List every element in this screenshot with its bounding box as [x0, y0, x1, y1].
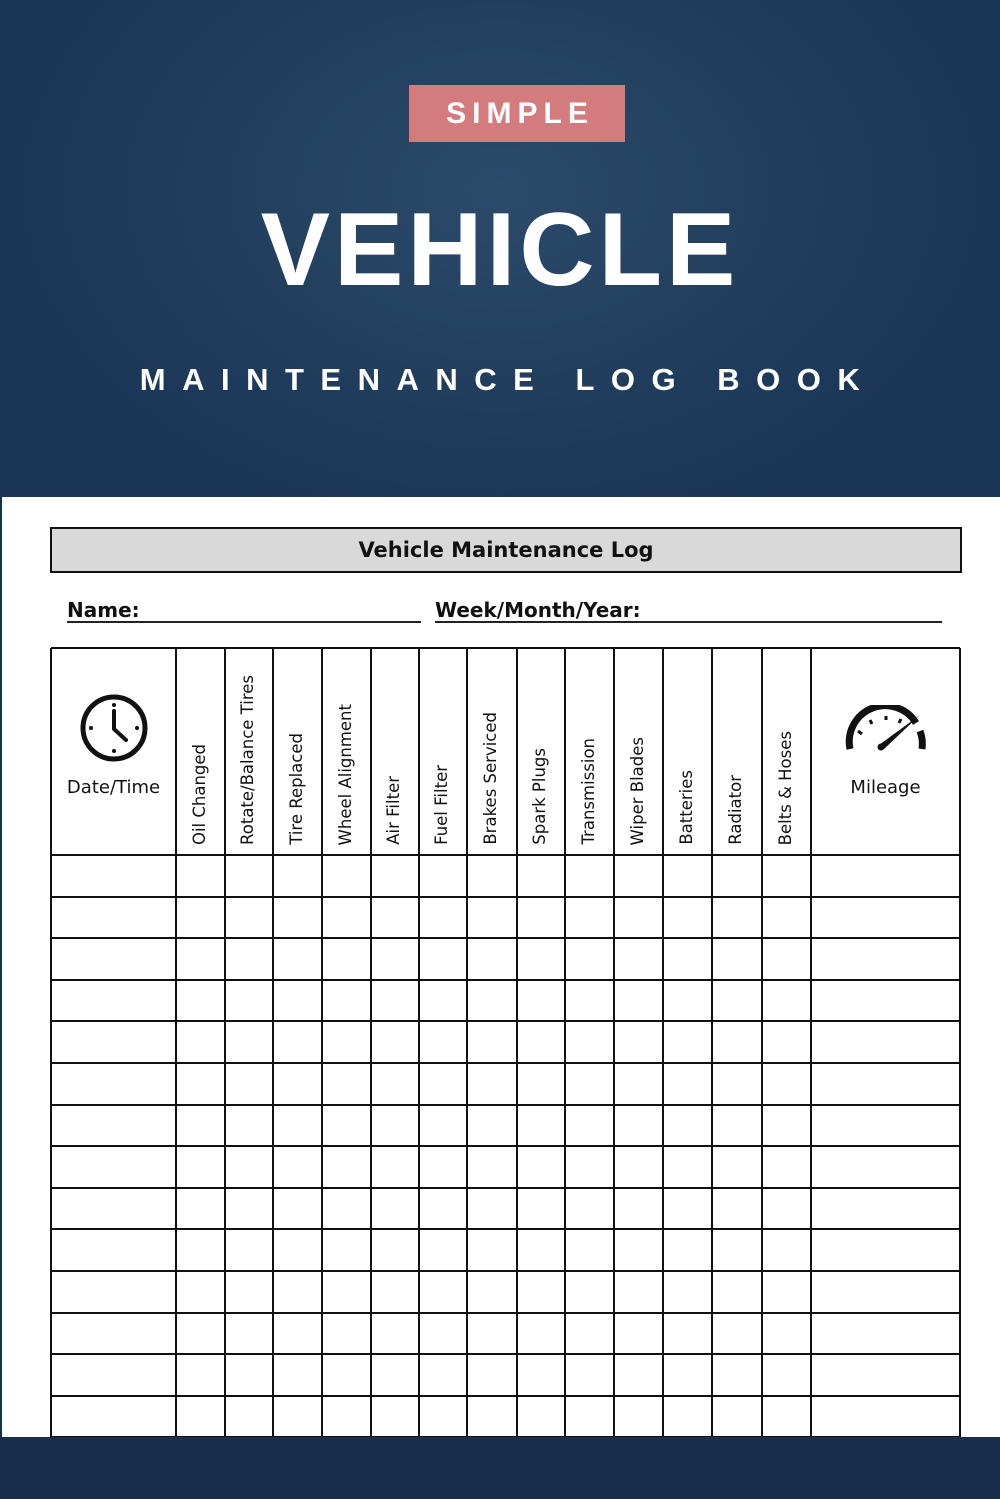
column-header-label: Batteries [676, 770, 696, 845]
log-entry-cell[interactable] [467, 1105, 517, 1147]
log-entry-cell[interactable] [663, 855, 712, 897]
log-entry-cell[interactable] [176, 980, 225, 1022]
log-entry-cell[interactable] [565, 1396, 614, 1438]
log-entry-cell[interactable] [762, 1146, 811, 1188]
log-entry-cell[interactable] [517, 1146, 565, 1188]
log-entry-cell[interactable] [371, 1021, 419, 1063]
log-entry-cell[interactable] [565, 1271, 614, 1313]
log-entry-cell[interactable] [273, 1354, 322, 1396]
log-entry-cell[interactable] [419, 1146, 467, 1188]
log-entry-cell[interactable] [762, 1354, 811, 1396]
log-entry-cell[interactable] [322, 897, 371, 939]
log-entry-cell[interactable] [614, 855, 663, 897]
log-entry-cell[interactable] [762, 1271, 811, 1313]
log-entry-cell[interactable] [517, 1271, 565, 1313]
log-entry-cell[interactable] [176, 1105, 225, 1147]
column-header-fuel-filter [419, 648, 467, 855]
log-entry-cell[interactable] [811, 1313, 960, 1355]
log-entry-cell[interactable] [419, 1105, 467, 1147]
log-entry-cell[interactable] [419, 938, 467, 980]
log-entry-cell[interactable] [371, 1229, 419, 1271]
log-entry-cell[interactable] [517, 1105, 565, 1147]
column-header-brakes-serviced [467, 648, 517, 855]
log-entry-cell[interactable] [811, 1271, 960, 1313]
log-entry-cell[interactable] [467, 1188, 517, 1230]
log-entry-cell[interactable] [517, 1063, 565, 1105]
log-entry-cell[interactable] [322, 1021, 371, 1063]
log-entry-cell[interactable] [565, 1229, 614, 1271]
log-entry-cell[interactable] [712, 1396, 762, 1438]
log-entry-cell[interactable] [811, 855, 960, 897]
log-entry-cell[interactable] [371, 938, 419, 980]
column-header-label: Air Filter [384, 776, 403, 845]
log-entry-cell[interactable] [225, 1146, 273, 1188]
clock-icon [51, 693, 176, 768]
log-entry-cell[interactable] [712, 855, 762, 897]
log-entry-cell[interactable] [322, 1271, 371, 1313]
log-entry-cell[interactable] [322, 1354, 371, 1396]
log-entry-cell[interactable] [467, 1146, 517, 1188]
log-entry-cell[interactable] [614, 1354, 663, 1396]
log-entry-cell[interactable] [225, 1313, 273, 1355]
log-entry-cell[interactable] [663, 1271, 712, 1313]
speedometer-icon [811, 705, 960, 756]
cover-subtitle: MAINTENANCE LOG BOOK [139, 362, 877, 397]
log-entry-cell[interactable] [663, 1354, 712, 1396]
column-header-mileage [811, 648, 960, 855]
log-entry-cell[interactable] [225, 1229, 273, 1271]
log-entry-cell[interactable] [712, 1229, 762, 1271]
log-entry-cell[interactable] [467, 980, 517, 1022]
column-header-spark-plugs [517, 648, 565, 855]
log-entry-cell[interactable] [322, 855, 371, 897]
column-header-radiator [712, 648, 762, 855]
log-entry-cell[interactable] [614, 1313, 663, 1355]
grid-row-divider [51, 647, 960, 649]
log-entry-cell[interactable] [712, 938, 762, 980]
log-entry-cell[interactable] [614, 938, 663, 980]
log-entry-cell[interactable] [467, 1313, 517, 1355]
log-entry-cell[interactable] [51, 938, 176, 980]
log-title: Vehicle Maintenance Log [50, 527, 962, 573]
column-header-belts-hoses [762, 648, 811, 855]
period-label: Week/Month/Year: [435, 598, 641, 622]
log-entry-cell[interactable] [467, 1021, 517, 1063]
log-entry-cell[interactable] [517, 1021, 565, 1063]
log-entry-cell[interactable] [225, 855, 273, 897]
log-entry-cell[interactable] [614, 897, 663, 939]
log-entry-cell[interactable] [517, 1396, 565, 1438]
log-entry-cell[interactable] [225, 1063, 273, 1105]
log-entry-cell[interactable] [712, 1063, 762, 1105]
log-entry-cell[interactable] [51, 1105, 176, 1147]
log-entry-cell[interactable] [322, 980, 371, 1022]
log-entry-cell[interactable] [273, 1146, 322, 1188]
log-entry-cell[interactable] [614, 1146, 663, 1188]
log-entry-cell[interactable] [273, 1229, 322, 1271]
column-header-rotate-balance-tires [225, 648, 273, 855]
log-entry-cell[interactable] [565, 1313, 614, 1355]
log-entry-cell[interactable] [762, 1313, 811, 1355]
log-entry-cell[interactable] [322, 1105, 371, 1147]
log-entry-cell[interactable] [712, 897, 762, 939]
maintenance-table [51, 648, 960, 1437]
log-entry-cell[interactable] [517, 1229, 565, 1271]
log-entry-cell[interactable] [467, 1271, 517, 1313]
log-entry-cell[interactable] [663, 938, 712, 980]
log-entry-cell[interactable] [176, 1021, 225, 1063]
log-entry-cell[interactable] [712, 1021, 762, 1063]
log-entry-cell[interactable] [176, 1063, 225, 1105]
log-entry-cell[interactable] [762, 980, 811, 1022]
log-entry-cell[interactable] [371, 1188, 419, 1230]
log-entry-cell[interactable] [762, 1229, 811, 1271]
log-entry-cell[interactable] [51, 1021, 176, 1063]
log-entry-cell[interactable] [371, 1146, 419, 1188]
log-entry-cell[interactable] [467, 938, 517, 980]
log-entry-cell[interactable] [176, 1271, 225, 1313]
log-entry-cell[interactable] [371, 1271, 419, 1313]
log-entry-cell[interactable] [322, 1063, 371, 1105]
log-entry-cell[interactable] [225, 1396, 273, 1438]
log-entry-cell[interactable] [176, 1188, 225, 1230]
log-entry-cell[interactable] [663, 1396, 712, 1438]
log-entry-cell[interactable] [565, 1188, 614, 1230]
log-entry-cell[interactable] [371, 1354, 419, 1396]
log-entry-cell[interactable] [467, 1229, 517, 1271]
log-entry-cell[interactable] [762, 1188, 811, 1230]
log-entry-cell[interactable] [614, 1229, 663, 1271]
log-entry-cell[interactable] [225, 1354, 273, 1396]
log-entry-cell[interactable] [51, 1396, 176, 1438]
log-entry-cell[interactable] [273, 1063, 322, 1105]
log-entry-cell[interactable] [663, 980, 712, 1022]
column-header-label: Fuel Filter [432, 765, 451, 845]
log-entry-cell[interactable] [762, 1063, 811, 1105]
log-entry-cell[interactable] [762, 1021, 811, 1063]
log-entry-cell[interactable] [565, 1105, 614, 1147]
column-header-date-time [51, 648, 176, 855]
log-entry-cell[interactable] [712, 1188, 762, 1230]
log-entry-cell[interactable] [565, 1063, 614, 1105]
log-entry-cell[interactable] [762, 855, 811, 897]
log-entry-cell[interactable] [517, 855, 565, 897]
column-header-wheel-alignment [322, 648, 371, 855]
log-entry-cell[interactable] [565, 1021, 614, 1063]
column-header-tire-replaced [273, 648, 322, 855]
log-entry-cell[interactable] [51, 897, 176, 939]
log-entry-cell[interactable] [273, 1313, 322, 1355]
log-entry-cell[interactable] [322, 1313, 371, 1355]
log-entry-cell[interactable] [663, 897, 712, 939]
log-entry-cell[interactable] [712, 980, 762, 1022]
log-entry-cell[interactable] [225, 980, 273, 1022]
log-entry-cell[interactable] [225, 1188, 273, 1230]
log-entry-cell[interactable] [51, 855, 176, 897]
log-entry-cell[interactable] [273, 1396, 322, 1438]
log-entry-cell[interactable] [565, 980, 614, 1022]
log-entry-cell[interactable] [811, 1063, 960, 1105]
column-header-label: Rotate/Balance Tires [238, 675, 257, 845]
log-entry-cell[interactable] [51, 1229, 176, 1271]
log-entry-cell[interactable] [811, 1354, 960, 1396]
log-entry-cell[interactable] [51, 1354, 176, 1396]
log-entry-cell[interactable] [712, 1105, 762, 1147]
log-entry-cell[interactable] [51, 1271, 176, 1313]
column-header-label: Radiator [726, 775, 745, 845]
log-entry-cell[interactable] [467, 855, 517, 897]
log-entry-cell[interactable] [225, 1105, 273, 1147]
simple-badge: SIMPLE [409, 85, 625, 142]
name-label: Name: [67, 598, 140, 622]
log-entry-cell[interactable] [663, 1229, 712, 1271]
log-entry-cell[interactable] [371, 1313, 419, 1355]
log-entry-cell[interactable] [811, 938, 960, 980]
column-header-label: Oil Changed [189, 743, 209, 845]
log-entry-cell[interactable] [176, 1396, 225, 1438]
log-entry-cell[interactable] [517, 1313, 565, 1355]
log-entry-cell[interactable] [273, 980, 322, 1022]
log-entry-cell[interactable] [51, 1313, 176, 1355]
log-entry-cell[interactable] [467, 1354, 517, 1396]
log-entry-cell[interactable] [225, 938, 273, 980]
log-entry-cell[interactable] [811, 980, 960, 1022]
log-entry-cell[interactable] [225, 1021, 273, 1063]
log-entry-cell[interactable] [371, 1396, 419, 1438]
log-entry-cell[interactable] [614, 1396, 663, 1438]
log-entry-cell[interactable] [273, 938, 322, 980]
column-header-label: Spark Plugs [530, 748, 549, 845]
log-entry-cell[interactable] [811, 1188, 960, 1230]
log-entry-cell[interactable] [565, 1354, 614, 1396]
column-header-oil-changed [176, 648, 225, 855]
log-entry-cell[interactable] [565, 938, 614, 980]
log-entry-cell[interactable] [273, 897, 322, 939]
cover-header [0, 0, 1000, 497]
column-header-label: Transmission [578, 738, 598, 845]
log-entry-cell[interactable] [467, 1396, 517, 1438]
cover-footer-band [0, 1437, 1000, 1499]
log-entry-cell[interactable] [663, 1188, 712, 1230]
log-entry-cell[interactable] [176, 897, 225, 939]
log-entry-cell[interactable] [565, 855, 614, 897]
log-entry-cell[interactable] [371, 1063, 419, 1105]
column-header-air-filter [371, 648, 419, 855]
log-entry-cell[interactable] [322, 1229, 371, 1271]
column-header-label: Wiper Blades [627, 736, 647, 845]
log-entry-cell[interactable] [176, 1313, 225, 1355]
log-entry-cell[interactable] [517, 897, 565, 939]
log-entry-cell[interactable] [419, 1021, 467, 1063]
log-entry-cell[interactable] [762, 1105, 811, 1147]
log-entry-cell[interactable] [273, 1271, 322, 1313]
log-entry-cell[interactable] [517, 1188, 565, 1230]
log-entry-cell[interactable] [176, 1229, 225, 1271]
log-entry-cell[interactable] [322, 1188, 371, 1230]
log-entry-cell[interactable] [419, 980, 467, 1022]
log-entry-cell[interactable] [176, 938, 225, 980]
log-entry-cell[interactable] [663, 1105, 712, 1147]
log-entry-cell[interactable] [419, 1063, 467, 1105]
log-entry-cell[interactable] [225, 897, 273, 939]
log-entry-cell[interactable] [614, 980, 663, 1022]
column-header-label: Belts & Hoses [775, 730, 795, 845]
log-entry-cell[interactable] [176, 855, 225, 897]
log-entry-cell[interactable] [273, 1105, 322, 1147]
column-header-wiper-blades [614, 648, 663, 855]
log-entry-cell[interactable] [712, 1313, 762, 1355]
log-entry-cell[interactable] [614, 1105, 663, 1147]
log-entry-cell[interactable] [51, 1063, 176, 1105]
log-entry-cell[interactable] [51, 1188, 176, 1230]
log-entry-cell[interactable] [419, 1188, 467, 1230]
log-entry-cell[interactable] [419, 1396, 467, 1438]
log-entry-cell[interactable] [419, 1354, 467, 1396]
log-entry-cell[interactable] [51, 1146, 176, 1188]
log-entry-cell[interactable] [663, 1021, 712, 1063]
log-entry-cell[interactable] [663, 1063, 712, 1105]
column-header-label: Tire Replaced [286, 733, 306, 845]
log-entry-cell[interactable] [371, 855, 419, 897]
log-entry-cell[interactable] [51, 980, 176, 1022]
log-entry-cell[interactable] [322, 1396, 371, 1438]
log-entry-cell[interactable] [371, 1105, 419, 1147]
log-entry-cell[interactable] [176, 1354, 225, 1396]
log-entry-cell[interactable] [517, 938, 565, 980]
log-entry-cell[interactable] [811, 1229, 960, 1271]
log-entry-cell[interactable] [663, 1146, 712, 1188]
log-entry-cell[interactable] [811, 1021, 960, 1063]
period-field[interactable] [435, 621, 942, 623]
log-entry-cell[interactable] [371, 980, 419, 1022]
log-entry-cell[interactable] [811, 1146, 960, 1188]
log-entry-cell[interactable] [762, 1396, 811, 1438]
log-entry-cell[interactable] [811, 1396, 960, 1438]
log-entry-cell[interactable] [712, 1146, 762, 1188]
log-entry-cell[interactable] [273, 855, 322, 897]
column-header-label: Wheel Alignment [335, 703, 355, 845]
log-entry-cell[interactable] [663, 1313, 712, 1355]
column-header-label: Date/Time [66, 777, 161, 798]
log-entry-cell[interactable] [811, 897, 960, 939]
log-entry-cell[interactable] [176, 1146, 225, 1188]
log-entry-cell[interactable] [565, 897, 614, 939]
column-header-batteries [663, 648, 712, 855]
log-entry-cell[interactable] [614, 1188, 663, 1230]
log-entry-cell[interactable] [614, 1021, 663, 1063]
log-entry-cell[interactable] [371, 897, 419, 939]
log-entry-cell[interactable] [517, 980, 565, 1022]
log-entry-cell[interactable] [811, 1105, 960, 1147]
log-entry-cell[interactable] [322, 1146, 371, 1188]
log-entry-cell[interactable] [762, 897, 811, 939]
log-entry-cell[interactable] [419, 1271, 467, 1313]
column-header-transmission [565, 648, 614, 855]
column-header-label: Mileage [850, 777, 921, 798]
log-entry-cell[interactable] [419, 1229, 467, 1271]
log-entry-cell[interactable] [517, 1354, 565, 1396]
log-entry-cell[interactable] [273, 1188, 322, 1230]
log-entry-cell[interactable] [419, 855, 467, 897]
cover-title: VEHICLE [260, 192, 740, 308]
log-entry-cell[interactable] [419, 897, 467, 939]
log-entry-cell[interactable] [712, 1354, 762, 1396]
log-entry-cell[interactable] [225, 1271, 273, 1313]
column-header-label: Brakes Serviced [481, 712, 500, 845]
log-entry-cell[interactable] [565, 1146, 614, 1188]
log-entry-cell[interactable] [273, 1021, 322, 1063]
log-entry-cell[interactable] [322, 938, 371, 980]
log-entry-cell[interactable] [762, 938, 811, 980]
log-entry-cell[interactable] [419, 1313, 467, 1355]
log-entry-cell[interactable] [614, 1063, 663, 1105]
name-field[interactable] [67, 621, 421, 623]
log-entry-cell[interactable] [614, 1271, 663, 1313]
log-entry-cell[interactable] [467, 897, 517, 939]
log-entry-cell[interactable] [467, 1063, 517, 1105]
log-entry-cell[interactable] [712, 1271, 762, 1313]
